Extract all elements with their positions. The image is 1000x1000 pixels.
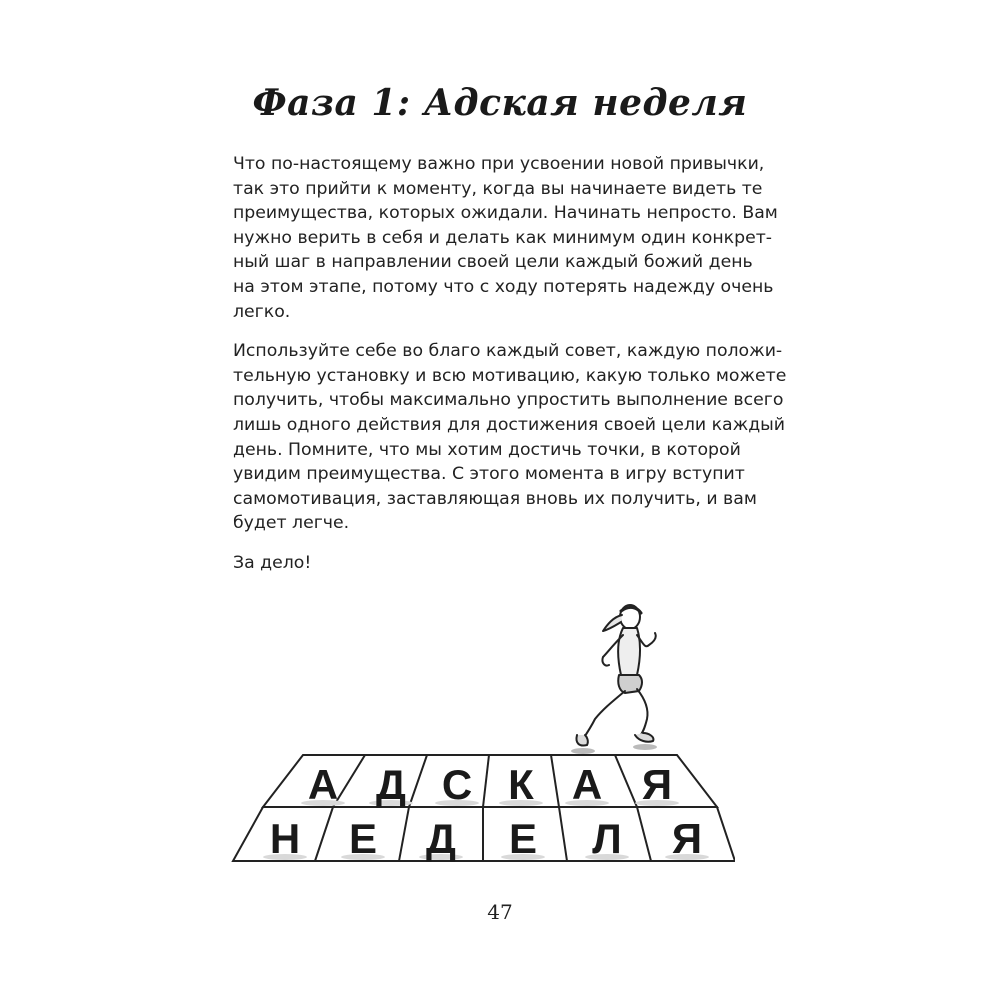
text-line: так это прийти к моменту, когда вы начинаете видеть те <box>233 178 763 199</box>
body-text <box>233 152 787 591</box>
text-line: тельную установку и всю мотивацию, какую только можете <box>233 365 787 386</box>
hopscotch-letter: А <box>571 761 603 808</box>
hopscotch-letter: Л <box>592 815 622 862</box>
hopscotch-letter: А <box>307 761 339 808</box>
text-line: получить, чтобы максимально упростить выполнение всего <box>233 390 784 411</box>
hopscotch-letter: Д <box>426 815 456 862</box>
page-number: 47 <box>487 900 513 924</box>
hopscotch-letter: Е <box>508 815 538 862</box>
hopscotch-letter: Н <box>269 815 301 862</box>
text-line: За дело! <box>233 552 312 573</box>
hopscotch-letter: Я <box>641 761 673 808</box>
text-line: преимущества, которых ожидали. Начинать непросто. Вам <box>233 203 778 224</box>
runner-hopscotch-illustration <box>225 595 735 885</box>
paragraph-3 <box>233 551 773 576</box>
text-line: самомотивация, заставляющая вновь их получить, и вам <box>233 488 757 509</box>
paragraph-1 <box>233 152 778 324</box>
page-title: Фаза 1: Адская неделя <box>252 82 748 124</box>
text-line: увидим преимущества. С этого момента в игру вступит <box>233 464 745 485</box>
hopscotch-letter: Е <box>348 815 378 862</box>
runner-figure <box>571 605 657 754</box>
text-line: Что по-настоящему важно при усвоении новой привычки, <box>233 154 765 174</box>
text-line: на этом этапе, потому что с ходу потерять надежду очень <box>233 276 774 297</box>
hopscotch-letter: С <box>441 761 473 808</box>
text-line: нужно верить в себя и делать как минимум один конкрет- <box>233 227 773 248</box>
hopscotch-letter: Д <box>376 761 406 808</box>
hopscotch-letter: Я <box>671 815 703 862</box>
text-line: ный шаг в направлении своей цели каждый божий день <box>233 252 753 273</box>
paragraph-2 <box>233 339 787 536</box>
hopscotch-letter: К <box>508 761 534 808</box>
text-line: Используйте себе во благо каждый совет, каждую положи- <box>233 341 783 362</box>
text-line: будет легче. <box>233 513 350 534</box>
text-line: лишь одного действия для достижения своей цели каждый <box>233 414 786 435</box>
text-line: легко. <box>233 301 291 322</box>
text-line: день. Помните, что мы хотим достичь точки, в которой <box>233 439 741 460</box>
